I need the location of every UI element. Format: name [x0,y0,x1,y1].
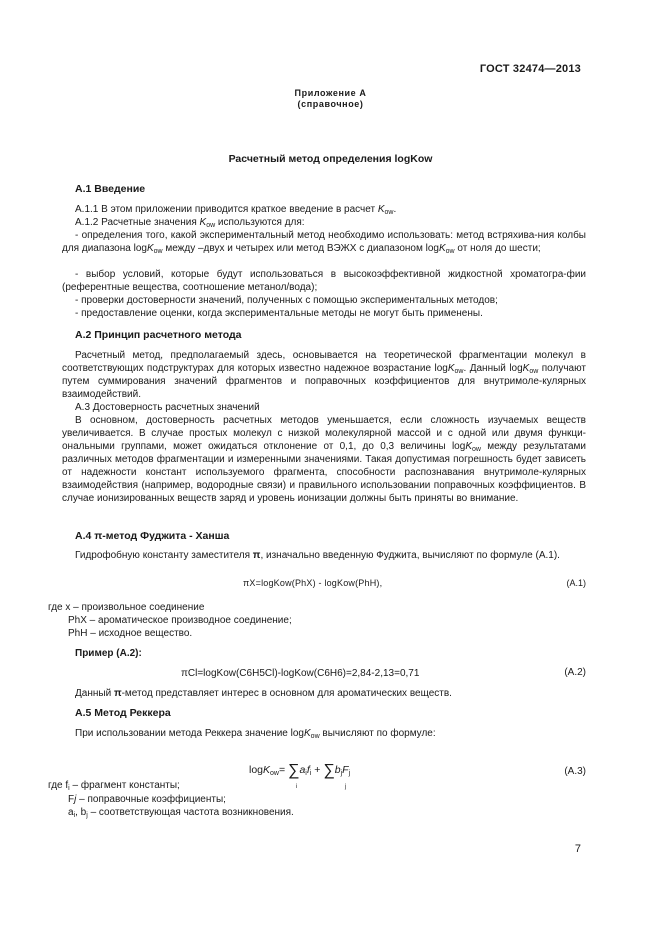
paragraph-a3-1: В основном, достоверность расчетных методов уменьшается, если сложность изучаемых веществ увеличивается. В случае простых молекул с низкой молекулярной массой и с одной или двумя функци-ональными группами, может ожидаться отклонение от 0,1, до 0,3 величины logK$_{ow}$ между результатами различных методов фрагментации и измеренными значениями. Такая допустимая погрешность будет зависеть от надежности констант используемого фрагмента, способности распознавания внутримоле-кулярных взаимодействия (например, водородные связи) и правильного использовании поправочных коэффициентов. В случае ионизированных веществ заряд и уровень ионизации должны быть приняты во внимание. [62,415,587,504]
sum-symbol: ∑ [323,762,335,779]
paragraph-a1-2: А.1.2 Расчетные значения $K_{ow}$ используются для: [75,217,305,229]
where-ai-bj: $a_i$, $b_j$ – соответствующая частота возникновения. [68,807,294,819]
appendix-subtitle: (справочное) [297,99,364,109]
paragraph-a1-1: А.1.1 В этом приложении приводится краткое введение в расчет $K_{ow}$. [75,204,397,216]
formula-a3: $\log K_{ow}= \sum a_if_i + \sum b_jF_j$ [249,762,351,779]
section-a5-heading: А.5 Метод Реккера [75,707,171,719]
section-a2-heading: А.2 Принцип расчетного метода [75,329,242,341]
formula-a1-number: (А.1) [566,578,586,588]
where-phh: PhH – исходное вещество. [68,628,193,639]
paragraph-a2-1: Расчетный метод, предполагаемый здесь, основывается на теоретической фрагментации молекул в соответствующих подструктурах для которых известно надежное возрастание logK$_{ow}$. Данный logK$_{ow}$ получают путем суммирования значений фрагментов и поправочных коэффициентов для внутримоле-кулярных взаимодействий. [62,350,586,400]
section-a4-heading: А.4 π-метод Фуджита - Ханша [75,530,230,542]
section-a1-heading: А.1 Введение [75,183,146,195]
bullet-method-choice: - определения того, какой экспериментальный метод необходимо использовать: метод встряхива-ния колбы для диапазона logK$_{ow}$ между –двух и четырех или метод ВЭЖХ с диапазоном logK$_{ow}$ от ноля до шести; [62,230,586,255]
formula-a1: πX=logKow(PhX) - logKow(PhH), [243,578,383,588]
formula-a3-number: (А.3) [564,766,586,777]
section-a3-heading: А.3 Достоверность расчетных значений [75,402,260,413]
sum-limit-j: j [345,784,347,790]
standard-number: ГОСТ 32474—2013 [479,63,581,75]
formula-a2: πCl=logKow(C6H5Cl)-logKow(C6H6)=2,84-2,13=0,71 [181,668,420,679]
appendix-title: Приложение А [294,88,367,98]
page-number: 7 [574,843,581,855]
bullet-verification: - проверки достоверности значений, полученных с помощью экспериментальных методов; [75,295,498,306]
formula-a2-number: (А.2) [564,667,586,678]
document-title: Расчетный метод определения logKow [228,153,433,165]
where-fi: где $f_i$ – фрагмент константы; [48,780,180,792]
sum-limit-i: i [296,784,298,790]
where-phx: PhX – ароматическое производное соединение; [68,615,292,626]
bullet-estimation: - предоставление оценки, когда экспериментальные методы не могут быть применены. [75,308,483,319]
where-x: где x – произвольное соединение [48,602,205,613]
sum-symbol: ∑ [288,762,300,779]
where-fj: Fj – поправочные коэффициенты; [68,794,226,805]
paragraph-a5-1: При использовании метода Реккера значение logK$_{ow}$ вычисляют по формуле: [75,728,436,740]
paragraph-a4-1: Гидрофобную константу заместителя π, изначально введенную Фуджита, вычисляют по формуле (А.1). [75,550,560,561]
paragraph-a4-2: Данный π-метод представляет интерес в основном для ароматических веществ. [75,688,452,699]
bullet-conditions: - выбор условий, которые будут использоваться в высокоэффективной жидкостной хроматогра-фии (референтные вещества, соотношение метанол/вода); [62,269,586,293]
example-label: Пример (А.2): [75,648,142,659]
